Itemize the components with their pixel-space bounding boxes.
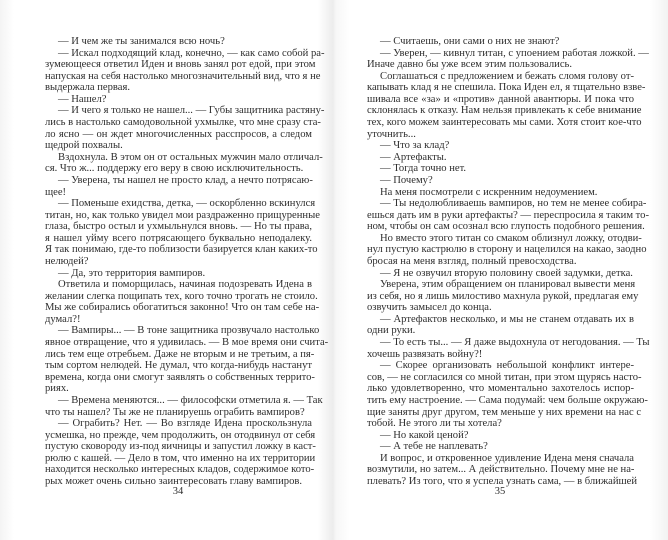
paragraph [45,151,323,175]
text-line: — Но какой ценой? [380,429,469,441]
text-line: хочешь развязать войну?! [367,348,483,360]
paragraph [45,94,312,106]
paragraph [367,187,634,199]
paragraph [367,70,646,140]
paragraph [367,430,634,442]
paragraph [367,198,650,233]
paragraph [367,47,649,71]
text-line: — Ты недолюбливаешь вампиров, но тем не менее собира- [380,198,647,210]
paragraph [367,140,634,152]
text-line: — Я не озвучил вторую половину своей задумки, детка. [380,267,633,279]
text-line: — И чем же ты занимался всю ночь? [58,36,225,47]
paragraph [45,198,320,267]
paragraph [367,232,647,268]
text-line: озвучить замысел до конца. [367,302,492,314]
text-line: возмутили, но затем... А действительно. Почему мне не на- [367,464,635,476]
text-line: — Да, это территория вампиров. [58,267,206,279]
text-line: рюлю с кашей. — Дело в том, что именно на их территории [45,452,316,464]
text-line: щедрой похвалы. [45,140,123,152]
paragraph [367,279,639,314]
text-line: что ты нашел? Ты же не планируешь ограбить вампиров? [45,406,305,418]
text-line: — Артефактов несколько, и мы не станем отдавать их в [380,313,634,325]
text-line: выдержала первая. [45,82,131,94]
paragraph [367,452,638,488]
text-line: — Артефакты. [380,151,447,163]
text-line: одни руки. [367,325,416,337]
paragraph [45,394,323,418]
text-line: — Нашел? [58,93,107,105]
text-line: риях. [45,383,69,395]
text-line: — Скорее организовать небольшой конфликт интере- [380,360,634,372]
text-line: ешься дать им в руки артефакты? — переспросила я таким то- [367,209,650,221]
text-line: склонялась к отказу. Нам нельзя привлекать к себе внимание [367,105,642,117]
text-line: — Тогда точно нет. [380,163,467,175]
text-line: лись в настолько самодовольной ухмылке, что мне сразу ста- [45,117,321,129]
paragraph [45,105,325,152]
text-line: ло ясно — он ждет многочисленных расспросов, а следом [45,128,312,140]
paragraph [45,36,312,48]
text-line: — Времена меняются... — философски отметила я. — Так [58,394,323,406]
text-line: тым сортом нелюдей. Не думал, что когда-нибудь настанут [45,360,312,372]
text-line: — Поменьше ехидства, детка, — оскорбленно вскинулся [58,198,316,210]
text-line: щее! [45,186,67,198]
paragraph [45,418,316,487]
text-line: — Считаешь, они сами о них не знают? [380,36,560,47]
text-line: — Ограбить? Нет. — Во взгляде Идена проскользнула [58,418,312,430]
text-line: находится несколько интересных кладов, содержимое кото- [45,464,315,476]
text-line: — Что за клад? [380,140,450,152]
text-line: — Почему? [380,174,433,186]
text-line: лько удовлетворенно, что моментально захотелось испор- [367,383,634,395]
text-line: — Искал подходящий клад, конечно, — как само собой ра- [58,47,325,59]
paragraph [367,36,634,48]
text-line: — А тебе не наплевать? [380,441,488,453]
paragraph [367,152,634,164]
text-line: сов, — не согласился со мной титан, при этом щурясь насто- [367,371,642,383]
text-line: Мы же собирались обогатиться законно! Что он там себе на- [45,302,320,314]
text-line: Я так понимаю, где-то поблизости базируется клан каких-то [45,244,318,256]
text-line: — Вампиры... — В тоне защитника прозвучало настолько [58,325,320,337]
paragraph [367,268,634,280]
paragraph [367,337,650,360]
text-line: титан, но, как только увидел мои раздраженно прищуренные [45,209,320,221]
page-number-left: 34 [172,486,184,497]
text-line: глаза, быстро остыл и ухмыльнулся вновь. — Но ты права, [45,221,312,233]
text-line: зумеющееся ответил Иден и вновь занял рот едой, при этом [45,59,316,71]
paragraph [367,175,634,187]
text-line: Но вместо этого титан со смаком облизнул ложку, отодви- [380,232,642,244]
text-line: — Уверена, ты нашел не просто клад, а нечто потрясаю- [58,174,313,186]
text-line: капывать клад я не спешила. Пока Иден ел, я тщательно взве- [367,82,646,94]
text-line: из себя, но я лишь милостиво махнула рукой, предлагая ему [367,290,639,302]
text-line: пустую сковороду из-под яичницы и запустил ложку в каст- [45,441,316,453]
text-line: ся. Что ж... поддержу его веру в свою исключительность. [45,163,304,175]
text-line: тобой. Не этого ли ты хотела? [367,418,502,430]
text-line: плевать? Из того, что я успела узнать сама, — в ближайшей [367,475,638,487]
text-line: Уверена, этим обращением он планировал вывести меня [380,279,636,291]
text-line: — Уверен, — кивнул титан, с упоением работая ложкой. — [380,47,649,59]
paragraph [367,314,634,337]
text-line: лись тем еще отребьем. Даже не вторым и не третьим, а пя- [45,348,315,360]
paragraph [367,163,634,175]
right-page-text [367,36,650,488]
text-line: Ответила и поморщилась, начиная подозревать Идена в [58,279,312,291]
paragraph [45,279,320,325]
text-line: Соглашаться с предложением и бежать сломя голову от- [380,70,634,82]
text-line: времена, когда они смогут заявлять о собственных террито- [45,371,315,383]
paragraph [45,47,325,94]
text-line: напуская на себя настолько многозначительный вид, что я не [45,70,321,82]
text-line: — И чего я только не нашел... — Губы защитника растяну- [58,105,325,117]
text-line: рых может очень сильно заинтересовать главу вампиров. [45,475,303,487]
text-line: На меня посмотрели с искренним недоумением. [380,186,598,198]
text-line: И вопрос, и откровенное удивление Идена меня сначала [380,452,635,464]
text-line: ном, чтобы он сам осознал всю глупость подобного решения. [367,221,645,233]
paragraph [45,325,329,395]
text-line: — То есть ты... — Я даже выдохнула от негодования. — Ты [380,337,650,349]
text-line: уточнить... [367,128,416,140]
page-number-right: 35 [494,486,506,497]
text-line: думал?! [45,313,81,325]
paragraph [367,441,634,453]
text-line: щие заняты друг другом, тем меньше у них времени на нас с [367,406,642,418]
text-line: шивала все «за» и «против» данной авантюры. И пока что [367,93,634,105]
text-line: нул пустую кастрюлю в сторону и нацелился на какао, заодно [367,244,647,256]
text-line: я нашел уйму всего потрясающего буквально неподалеку. [45,232,312,244]
text-line: нелюдей? [45,255,89,267]
text-line: усмешка, но прежде, чем продолжить, он отодвинул от себя [45,429,316,441]
text-line: тить ему настроение. — Сама подумай: чем больше окружаю- [367,394,648,406]
text-line: желании слегка пощипать тех, кого точно трогать не стоило. [45,290,318,302]
text-line: тех, кого можем заинтересовать мы сами. Хотя стоит кое-что [367,117,642,129]
text-line: Вздохнула. В этом он от остальных мужчин мало отличал- [58,151,323,163]
paragraph [367,360,648,430]
paragraph [45,268,312,280]
text-line: Иначе давно бы уже всем этим пользовались. [367,59,573,71]
paragraph [45,175,312,198]
text-line: явное отвращение, что я удивилась. — В мое время они счита- [45,337,329,349]
left-page-text [45,36,329,488]
text-line: бросая на меня взгляд, полный превосходства. [367,255,577,267]
